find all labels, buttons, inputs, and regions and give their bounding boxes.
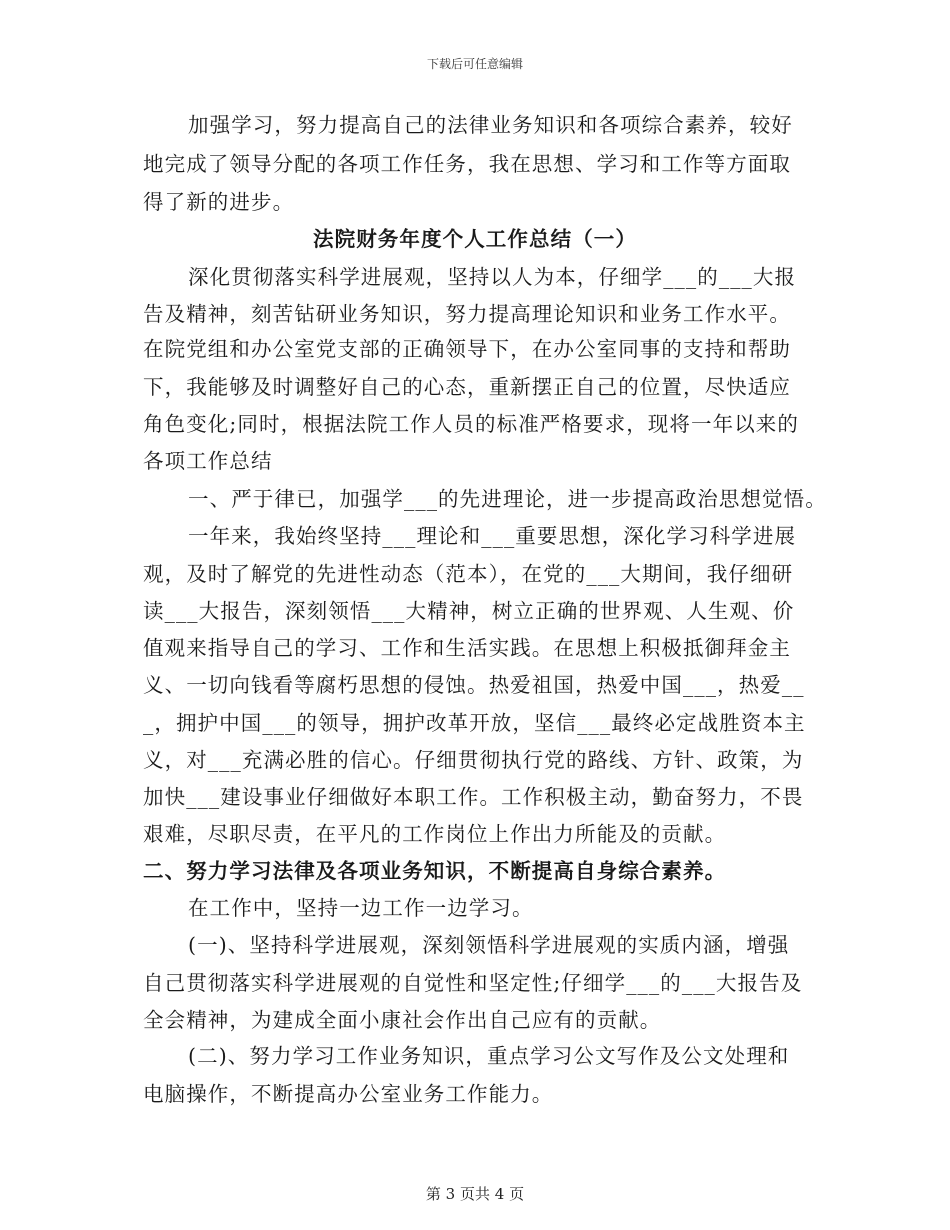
body-line: 加快___建设事业仔细做好本职工作。工作积极主动，勤奋努力，不畏: [143, 785, 804, 809]
body-line: 地完成了领导分配的各项工作任务，我在思想、学习和工作等方面取: [143, 152, 791, 176]
body-line: 自己贯彻落实科学进展观的自觉性和坚定性;仔细学___的___大报告及: [143, 971, 803, 995]
body-line: 在工作中，坚持一边工作一边学习。: [188, 896, 534, 920]
body-line: 得了新的进步。: [143, 190, 295, 214]
body-line: 告及精神，刻苦钻研业务知识，努力提高理论知识和业务工作水平。: [143, 302, 791, 326]
body-line: 一年来，我始终坚持___理论和___重要思想，深化学习科学进展: [188, 524, 797, 548]
body-line: 全会精神，为建成全面小康社会作出自己应有的贡献。: [143, 1008, 662, 1032]
body-line: 读___大报告，深刻领悟___大精神，树立正确的世界观、人生观、价: [143, 599, 795, 623]
body-line: 电脑操作，不断提高办公室业务工作能力。: [143, 1082, 554, 1106]
body-line: 义、一切向钱看等腐朽思想的侵蚀。热爱祖国，热爱中国___，热爱__: [143, 673, 805, 697]
section-title: 法院财务年度个人工作总结（一）: [313, 227, 637, 251]
body-line: 值观来指导自己的学习、工作和生活实践。在思想上积极抵御拜金主: [143, 636, 791, 660]
body-line: 角色变化;同时，根据法院工作人员的标准严格要求，现将一年以来的: [143, 412, 800, 436]
body-line: 一、严于律已，加强学___的先进理论，进一步提高政治思想觉悟。: [188, 487, 827, 511]
section-heading: 二、努力学习法律及各项业务知识，不断提高自身综合素养。: [143, 859, 727, 883]
body-line: 在院党组和办公室党支部的正确领导下，在办公室同事的支持和帮助: [143, 337, 791, 361]
body-line: 深化贯彻落实科学进展观，坚持以人为本，仔细学___的___大报: [188, 265, 797, 289]
body-line: 观，及时了解党的先进性动态（范本），在党的___大期间，我仔细研: [143, 562, 794, 586]
body-line: (二)、努力学习工作业务知识，重点学习公文写作及公文处理和: [188, 1044, 790, 1068]
body-line: 下，我能够及时调整好自己的心态，重新摆正自己的位置，尽快适应: [143, 375, 791, 399]
body-line: _，拥护中国___的领导，拥护改革开放，坚信___最终必定战胜资本主: [143, 711, 806, 735]
page-header: 下载后可任意编辑: [426, 57, 523, 71]
body-line: (一)、坚持科学进展观，深刻领悟科学进展观的实质内涵，增强: [188, 933, 790, 957]
body-line: 义，对___充满必胜的信心。仔细贯彻执行党的路线、方针、政策，为: [143, 748, 804, 772]
page-footer: 第 3 页共 4 页: [425, 1185, 525, 1203]
body-line: 加强学习，努力提高自己的法律业务知识和各项综合素养，较好: [188, 113, 793, 137]
body-line: 各项工作总结: [143, 449, 273, 473]
body-line: 艰难，尽职尽责，在平凡的工作岗位上作出力所能及的贡献。: [143, 822, 727, 846]
